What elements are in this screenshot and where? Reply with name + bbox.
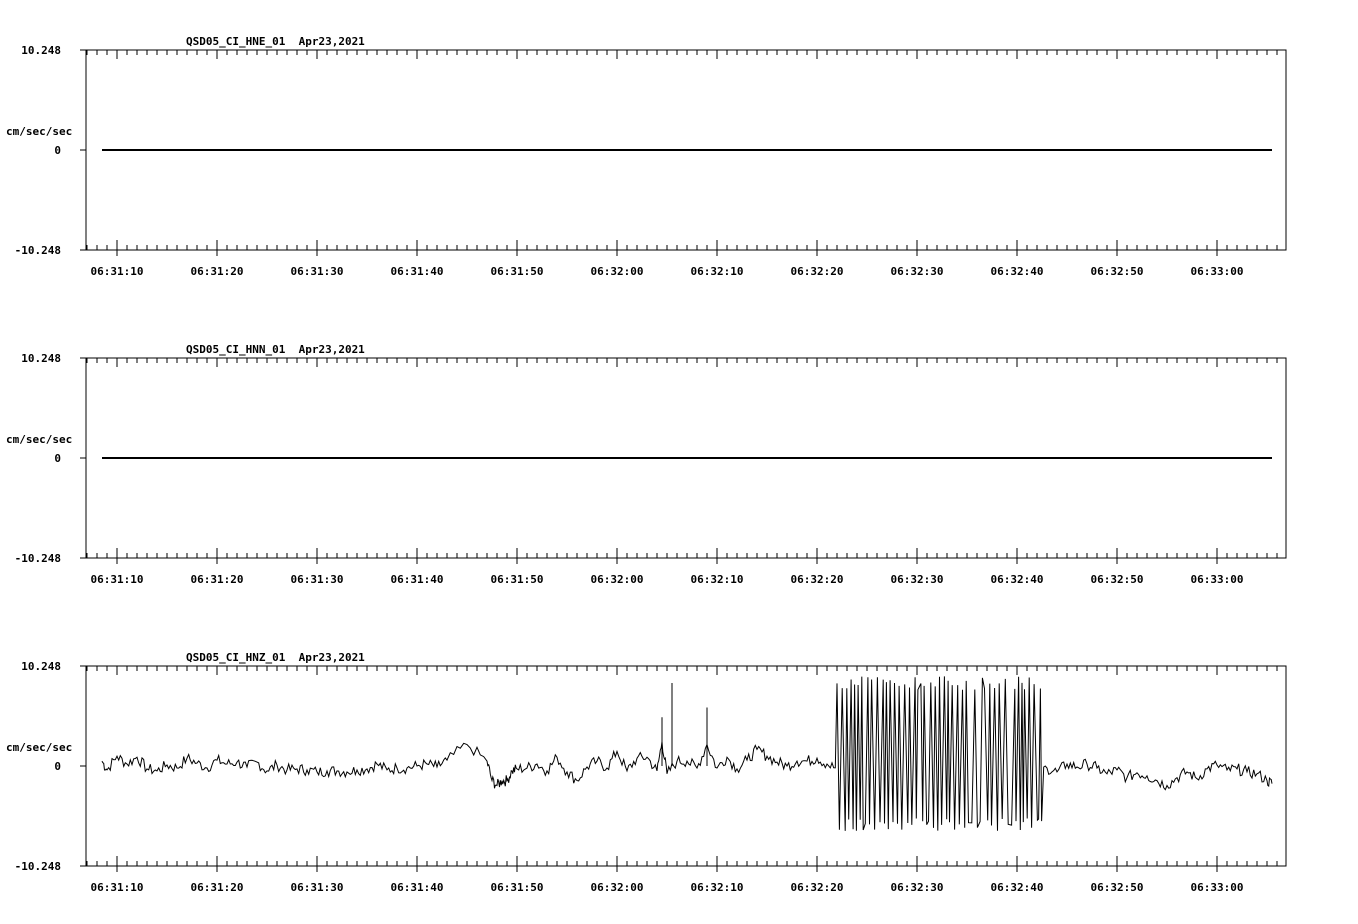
x-tick-label: 06:32:20	[790, 573, 844, 586]
x-tick-label: 06:32:10	[690, 881, 744, 894]
x-tick-label: 06:31:40	[390, 265, 444, 278]
y-tick-label: -10.248	[14, 860, 61, 873]
x-tick-label: 06:32:50	[1090, 573, 1144, 586]
x-tick-label: 06:31:40	[390, 881, 444, 894]
x-tick-label: 06:32:30	[890, 265, 944, 278]
y-tick-label: 10.248	[21, 352, 61, 365]
panel-title: QSD05_CI_HNE_01 Apr23,2021	[186, 35, 365, 48]
x-tick-label: 06:31:30	[290, 881, 344, 894]
panel-1	[6, 35, 1286, 278]
x-tick-label: 06:32:20	[790, 881, 844, 894]
x-tick-label: 06:31:30	[290, 573, 344, 586]
x-tick-label: 06:32:40	[990, 573, 1044, 586]
x-tick-label: 06:31:20	[190, 265, 244, 278]
y-axis-label: cm/sec/sec	[6, 125, 73, 138]
x-tick-label: 06:32:00	[590, 265, 644, 278]
panel-3	[6, 651, 1286, 894]
waveform-trace	[102, 676, 1272, 831]
panel-2	[6, 343, 1286, 586]
x-tick-label: 06:32:00	[590, 881, 644, 894]
x-tick-label: 06:31:20	[190, 881, 244, 894]
x-tick-label: 06:32:20	[790, 265, 844, 278]
x-tick-label: 06:32:10	[690, 573, 744, 586]
y-tick-label: 0	[54, 452, 61, 465]
x-tick-label: 06:31:50	[490, 881, 544, 894]
y-tick-label: -10.248	[14, 552, 61, 565]
x-tick-label: 06:33:00	[1190, 265, 1244, 278]
x-tick-label: 06:31:50	[490, 573, 544, 586]
y-tick-label: -10.248	[14, 244, 61, 257]
x-tick-label: 06:31:20	[190, 573, 244, 586]
y-tick-label: 0	[54, 760, 61, 773]
x-tick-label: 06:31:30	[290, 265, 344, 278]
y-tick-label: 10.248	[21, 660, 61, 673]
x-tick-label: 06:32:50	[1090, 265, 1144, 278]
x-tick-label: 06:32:30	[890, 573, 944, 586]
x-tick-label: 06:32:30	[890, 881, 944, 894]
x-tick-label: 06:32:50	[1090, 881, 1144, 894]
plot-frame	[86, 666, 1286, 866]
x-tick-label: 06:31:10	[90, 881, 144, 894]
x-tick-label: 06:32:00	[590, 573, 644, 586]
x-tick-label: 06:31:40	[390, 573, 444, 586]
y-tick-label: 10.248	[21, 44, 61, 57]
x-tick-label: 06:31:50	[490, 265, 544, 278]
x-tick-label: 06:32:40	[990, 265, 1044, 278]
panel-title: QSD05_CI_HNN_01 Apr23,2021	[186, 343, 365, 356]
y-tick-label: 0	[54, 144, 61, 157]
panel-title: QSD05_CI_HNZ_01 Apr23,2021	[186, 651, 365, 664]
x-tick-label: 06:33:00	[1190, 881, 1244, 894]
y-axis-label: cm/sec/sec	[6, 433, 73, 446]
x-tick-label: 06:31:10	[90, 573, 144, 586]
x-tick-label: 06:33:00	[1190, 573, 1244, 586]
x-tick-label: 06:32:10	[690, 265, 744, 278]
y-axis-label: cm/sec/sec	[6, 741, 73, 754]
x-tick-label: 06:32:40	[990, 881, 1044, 894]
x-tick-label: 06:31:10	[90, 265, 144, 278]
